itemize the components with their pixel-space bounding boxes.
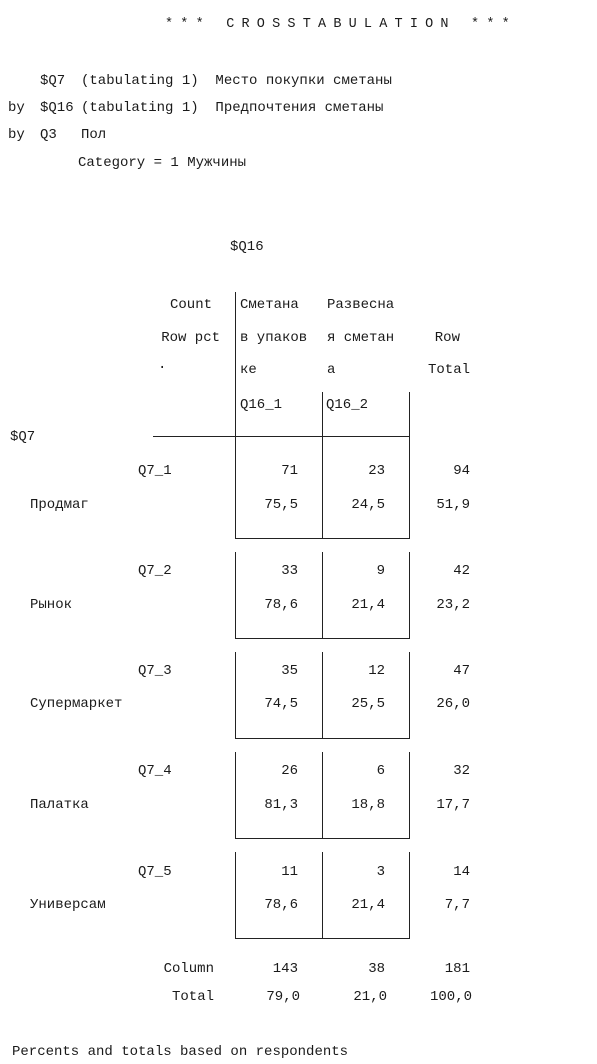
row1-bottom-rule bbox=[235, 538, 410, 539]
column-total-count-col2: 38 bbox=[368, 961, 385, 977]
row3-rule-a bbox=[235, 652, 236, 738]
col1-label-line1: Сметана bbox=[240, 297, 299, 313]
row2-pct-col1: 78,6 bbox=[264, 597, 298, 613]
row2-total: 42 bbox=[453, 563, 470, 579]
row5-total-pct: 7,7 bbox=[444, 897, 470, 913]
row3-rule-b bbox=[322, 652, 323, 738]
row-total-header-line1: Row bbox=[434, 330, 460, 346]
row3-count-col2: 12 bbox=[368, 663, 385, 679]
row4-bottom-rule bbox=[235, 838, 410, 839]
row5-bottom-rule bbox=[235, 938, 410, 939]
row2-rule-b bbox=[322, 552, 323, 638]
row3-pct-col2: 25,5 bbox=[351, 696, 385, 712]
row2-count-col2: 9 bbox=[376, 563, 385, 579]
row-total-header-line2: Total bbox=[427, 362, 470, 378]
row5-count-col1: 11 bbox=[281, 864, 298, 880]
col1-code: Q16_1 bbox=[240, 397, 283, 413]
row1-total: 94 bbox=[453, 463, 470, 479]
row3-label: Супермаркет bbox=[30, 696, 123, 712]
row4-pct-col1: 81,3 bbox=[264, 797, 298, 813]
header-rule-right bbox=[409, 392, 410, 432]
row4-label: Палатка bbox=[30, 797, 89, 813]
row2-total-pct: 23,2 bbox=[436, 597, 470, 613]
header-line2-text: (tabulating 1) Предпочтения сметаны bbox=[81, 100, 384, 116]
header-line3-text: Пол bbox=[81, 127, 107, 143]
row5-total: 14 bbox=[453, 864, 470, 880]
legend-row-pct: Row pct bbox=[161, 330, 220, 346]
row4-count-col2: 6 bbox=[376, 763, 385, 779]
header-by-1: by bbox=[8, 100, 25, 116]
header-rule-left bbox=[235, 292, 236, 432]
page-title: *** CROSSTABULATION *** bbox=[165, 17, 517, 32]
legend-dot: · bbox=[158, 360, 167, 376]
column-total-label-line2: Total bbox=[171, 989, 214, 1005]
row2-label: Рынок bbox=[30, 597, 73, 613]
category-line: Category = 1 Мужчины bbox=[78, 155, 247, 171]
column-total-pct-col1: 79,0 bbox=[266, 989, 300, 1005]
row3-total-pct: 26,0 bbox=[436, 696, 470, 712]
row4-count-col1: 26 bbox=[281, 763, 298, 779]
col2-code: Q16_2 bbox=[326, 397, 369, 413]
row1-count-col1: 71 bbox=[281, 463, 298, 479]
row5-code: Q7_5 bbox=[138, 864, 172, 880]
row5-pct-col1: 78,6 bbox=[264, 897, 298, 913]
footer-note: Percents and totals based on respondents bbox=[12, 1044, 349, 1060]
header-var-q7: $Q7 bbox=[40, 73, 66, 89]
header-rule-mid bbox=[322, 392, 323, 432]
row3-pct-col1: 74,5 bbox=[264, 696, 298, 712]
row-variable: $Q7 bbox=[10, 429, 36, 445]
row1-total-pct: 51,9 bbox=[436, 497, 470, 513]
row2-bottom-rule bbox=[235, 638, 410, 639]
row2-pct-col2: 21,4 bbox=[351, 597, 385, 613]
row1-label: Продмаг bbox=[30, 497, 89, 513]
col2-label-line2: я сметан bbox=[327, 330, 395, 346]
row4-rule-b bbox=[322, 752, 323, 838]
table-top-rule bbox=[153, 436, 410, 437]
row5-rule-b bbox=[322, 852, 323, 938]
header-by-2: by bbox=[8, 127, 25, 143]
column-variable: $Q16 bbox=[230, 239, 264, 255]
row5-label: Универсам bbox=[30, 897, 106, 913]
row3-bottom-rule bbox=[235, 738, 410, 739]
row2-rule-a bbox=[235, 552, 236, 638]
row4-total-pct: 17,7 bbox=[436, 797, 470, 813]
header-var-q3: Q3 bbox=[40, 127, 57, 143]
row3-code: Q7_3 bbox=[138, 663, 172, 679]
column-total-count-col1: 143 bbox=[272, 961, 298, 977]
row1-count-col2: 23 bbox=[368, 463, 385, 479]
row4-code: Q7_4 bbox=[138, 763, 172, 779]
row3-count-col1: 35 bbox=[281, 663, 298, 679]
col1-label-line2: в упаков bbox=[240, 330, 308, 346]
row5-pct-col2: 21,4 bbox=[351, 897, 385, 913]
row2-count-col1: 33 bbox=[281, 563, 298, 579]
row2-rule-c bbox=[409, 552, 410, 638]
row5-rule-c bbox=[409, 852, 410, 938]
header-line1-text: (tabulating 1) Место покупки сметаны bbox=[81, 73, 392, 89]
row1-rule-b bbox=[322, 440, 323, 538]
row1-pct-col2: 24,5 bbox=[351, 497, 385, 513]
col2-label-line1: Развесна bbox=[327, 297, 395, 313]
grand-total: 181 bbox=[444, 961, 470, 977]
header-var-q16: $Q16 bbox=[40, 100, 74, 116]
row4-rule-a bbox=[235, 752, 236, 838]
row1-rule-a bbox=[235, 440, 236, 538]
row2-code: Q7_2 bbox=[138, 563, 172, 579]
col1-label-line3: ке bbox=[240, 362, 257, 378]
column-total-label-line1: Column bbox=[163, 961, 214, 977]
row5-count-col2: 3 bbox=[376, 864, 385, 880]
row4-total: 32 bbox=[453, 763, 470, 779]
grand-total-pct: 100,0 bbox=[429, 989, 472, 1005]
column-total-pct-col2: 21,0 bbox=[353, 989, 387, 1005]
legend-count: Count bbox=[169, 297, 212, 313]
row3-total: 47 bbox=[453, 663, 470, 679]
col2-label-line3: а bbox=[327, 362, 336, 378]
row5-rule-a bbox=[235, 852, 236, 938]
row4-pct-col2: 18,8 bbox=[351, 797, 385, 813]
row3-rule-c bbox=[409, 652, 410, 738]
row1-code: Q7_1 bbox=[138, 463, 172, 479]
row4-rule-c bbox=[409, 752, 410, 838]
row1-pct-col1: 75,5 bbox=[264, 497, 298, 513]
row1-rule-c bbox=[409, 440, 410, 538]
